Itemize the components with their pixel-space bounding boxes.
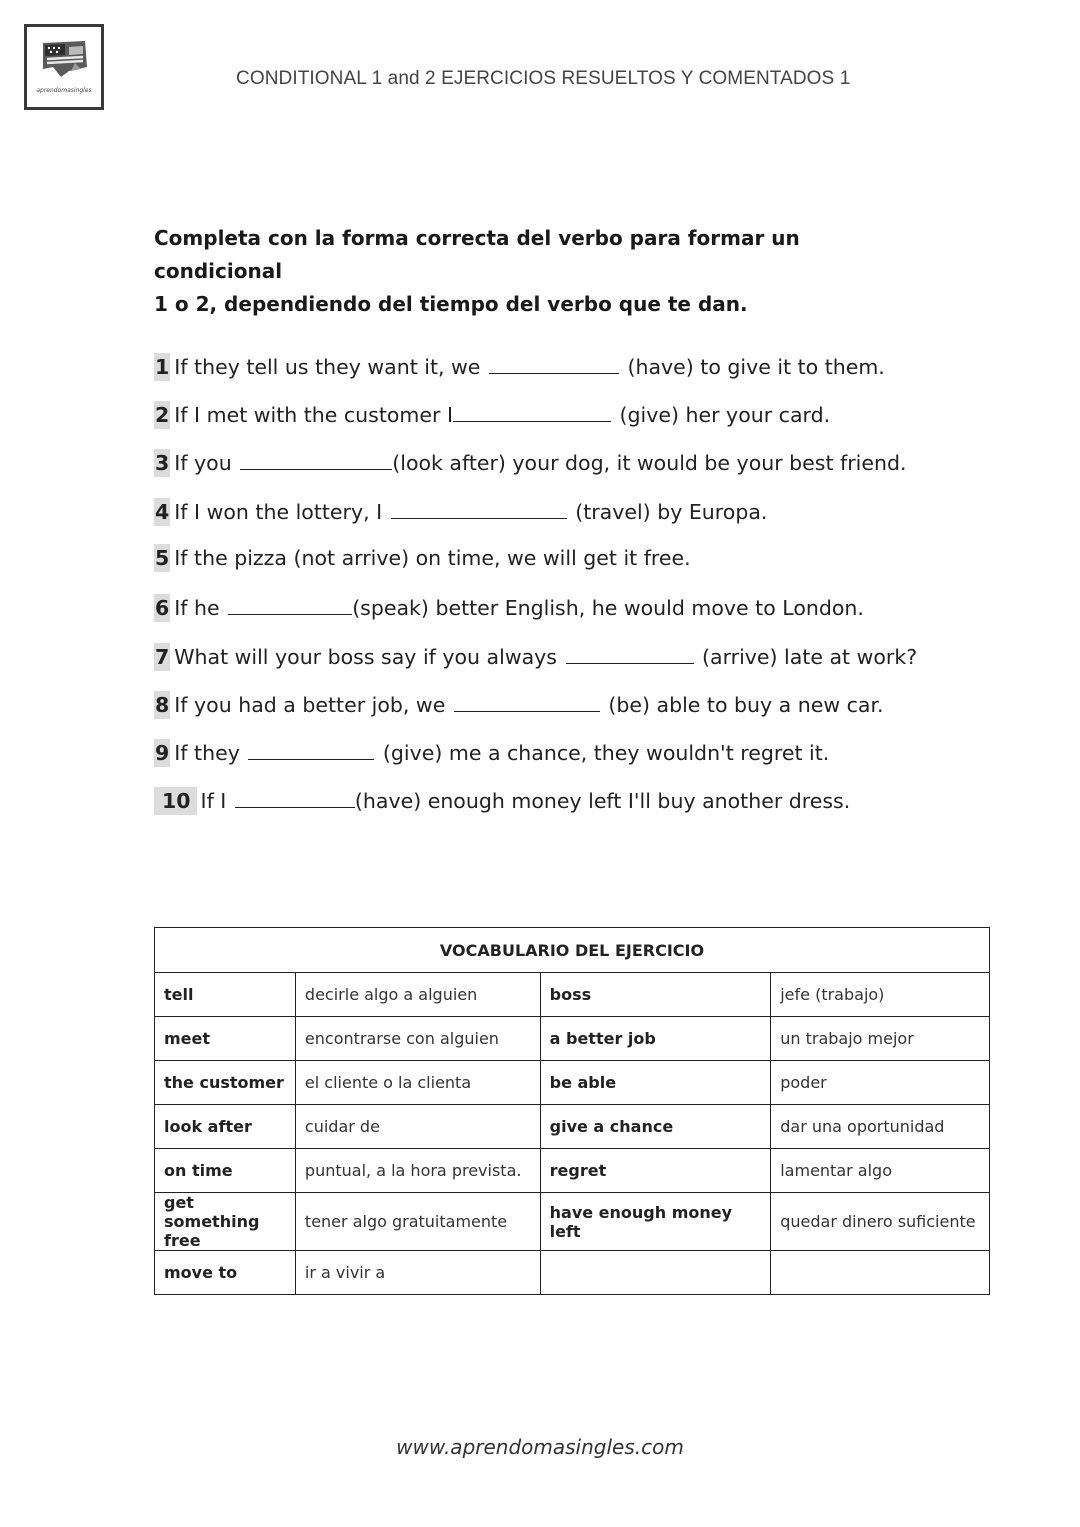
vocab-translation: poder xyxy=(771,1061,990,1105)
exercise-number: 1 xyxy=(155,355,170,379)
table-row xyxy=(155,1061,990,1105)
vocabulary-table xyxy=(154,927,990,1295)
exercise-number: 4 xyxy=(155,500,170,524)
answer-blank[interactable] xyxy=(453,399,611,422)
exercise-text-after: (look after) your dog, it would be your best friend. xyxy=(392,451,907,475)
table-caption-row xyxy=(155,928,990,973)
exercise-number: 9 xyxy=(155,741,170,765)
answer-blank[interactable] xyxy=(454,689,600,712)
answer-blank[interactable] xyxy=(489,351,619,374)
vocab-term: on time xyxy=(155,1149,296,1193)
vocab-term: meet xyxy=(155,1017,296,1061)
logo-text: aprendomasingles xyxy=(36,87,92,94)
table-row xyxy=(155,1251,990,1295)
vocab-translation: decirle algo a alguien xyxy=(295,973,540,1017)
answer-blank[interactable] xyxy=(248,737,374,760)
exercise-text-after: (have) enough money left I'll buy another dress. xyxy=(354,789,851,813)
answer-blank[interactable] xyxy=(566,641,694,664)
answer-blank[interactable] xyxy=(240,447,392,470)
exercise-text-before: If I xyxy=(200,789,227,813)
vocab-term: tell xyxy=(155,973,296,1017)
exercise-text-after: (give) me a chance, they wouldn't regret it. xyxy=(382,741,830,765)
exercise-text-after: (arrive) late at work? xyxy=(702,645,918,669)
exercise-number: 8 xyxy=(155,693,170,717)
flag-logo-icon xyxy=(39,37,91,79)
table-row xyxy=(155,1017,990,1061)
vocab-term: look after xyxy=(155,1105,296,1149)
vocab-translation xyxy=(771,1251,990,1295)
vocab-translation: encontrarse con alguien xyxy=(295,1017,540,1061)
exercise-1 xyxy=(154,351,885,381)
vocab-term: be able xyxy=(540,1061,771,1105)
footer-url[interactable]: www.aprendomasingles.com xyxy=(396,1435,684,1459)
answer-blank[interactable] xyxy=(391,496,567,519)
exercise-text-before: If I met with the customer I xyxy=(174,403,454,427)
instructions-line-1: Completa con la forma correcta del verbo para formar un condicional xyxy=(154,226,800,283)
vocab-term: regret xyxy=(540,1149,771,1193)
exercise-2 xyxy=(154,399,830,429)
exercise-text-after: (give) her your card. xyxy=(619,403,831,427)
exercise-text-before: If they tell us they want it, we xyxy=(174,355,481,379)
exercise-number: 6 xyxy=(155,596,170,620)
vocab-term: give a chance xyxy=(540,1105,771,1149)
table-row xyxy=(155,1149,990,1193)
table-row xyxy=(155,1193,990,1251)
exercise-8 xyxy=(154,689,884,719)
instructions-line-2: 1 o 2, dependiendo del tiempo del verbo que te dan. xyxy=(154,292,748,316)
vocab-translation: el cliente o la clienta xyxy=(295,1061,540,1105)
vocab-term xyxy=(540,1251,771,1295)
exercise-text-before: If the pizza (not arrive) on time, we will get it free. xyxy=(174,546,691,570)
vocab-translation: lamentar algo xyxy=(771,1149,990,1193)
vocab-term: move to xyxy=(155,1251,296,1295)
document-title: CONDITIONAL 1 and 2 EJERCICIOS RESUELTOS Y COMENTADOS 1 xyxy=(236,68,851,89)
vocab-translation: cuidar de xyxy=(295,1105,540,1149)
exercise-number: 7 xyxy=(155,645,170,669)
vocab-term: the customer xyxy=(155,1061,296,1105)
exercise-4 xyxy=(154,496,767,526)
vocab-term: boss xyxy=(540,973,771,1017)
exercise-text-after: (speak) better English, he would move to London. xyxy=(352,596,864,620)
exercise-5 xyxy=(154,544,691,572)
exercise-text-before: If you xyxy=(174,451,232,475)
vocab-translation: quedar dinero suficiente xyxy=(771,1193,990,1251)
vocab-translation: ir a vivir a xyxy=(295,1251,540,1295)
exercise-text-after: (travel) by Europa. xyxy=(575,500,768,524)
exercise-text-before: If you had a better job, we xyxy=(174,693,446,717)
exercise-3 xyxy=(154,447,907,477)
answer-blank[interactable] xyxy=(235,785,355,808)
exercise-text-before: If they xyxy=(174,741,240,765)
vocab-translation: tener algo gratuitamente xyxy=(295,1193,540,1251)
vocab-translation: puntual, a la hora prevista. xyxy=(295,1149,540,1193)
table-row xyxy=(155,973,990,1017)
vocab-translation: jefe (trabajo) xyxy=(771,973,990,1017)
exercise-7 xyxy=(154,641,917,671)
instructions xyxy=(154,222,934,321)
exercise-9 xyxy=(154,737,829,767)
exercise-text-before: What will your boss say if you always xyxy=(174,645,557,669)
vocab-term: have enough money left xyxy=(540,1193,771,1251)
table-row xyxy=(155,1105,990,1149)
exercise-6 xyxy=(154,592,864,622)
table-caption: VOCABULARIO DEL EJERCICIO xyxy=(155,928,990,973)
logo xyxy=(24,24,104,110)
exercise-text-before: If I won the lottery, I xyxy=(174,500,383,524)
vocab-translation: un trabajo mejor xyxy=(771,1017,990,1061)
vocab-term: get something free xyxy=(155,1193,296,1251)
exercise-number: 2 xyxy=(155,403,170,427)
exercise-number: 10 xyxy=(154,787,197,815)
exercise-text-after: (be) able to buy a new car. xyxy=(608,693,884,717)
exercise-text-before: If he xyxy=(174,596,220,620)
answer-blank[interactable] xyxy=(228,592,352,615)
vocab-term: a better job xyxy=(540,1017,771,1061)
exercise-text-after: (have) to give it to them. xyxy=(627,355,885,379)
exercise-number: 5 xyxy=(155,546,170,570)
vocab-translation: dar una oportunidad xyxy=(771,1105,990,1149)
exercise-10 xyxy=(154,785,850,815)
exercise-number: 3 xyxy=(155,451,170,475)
